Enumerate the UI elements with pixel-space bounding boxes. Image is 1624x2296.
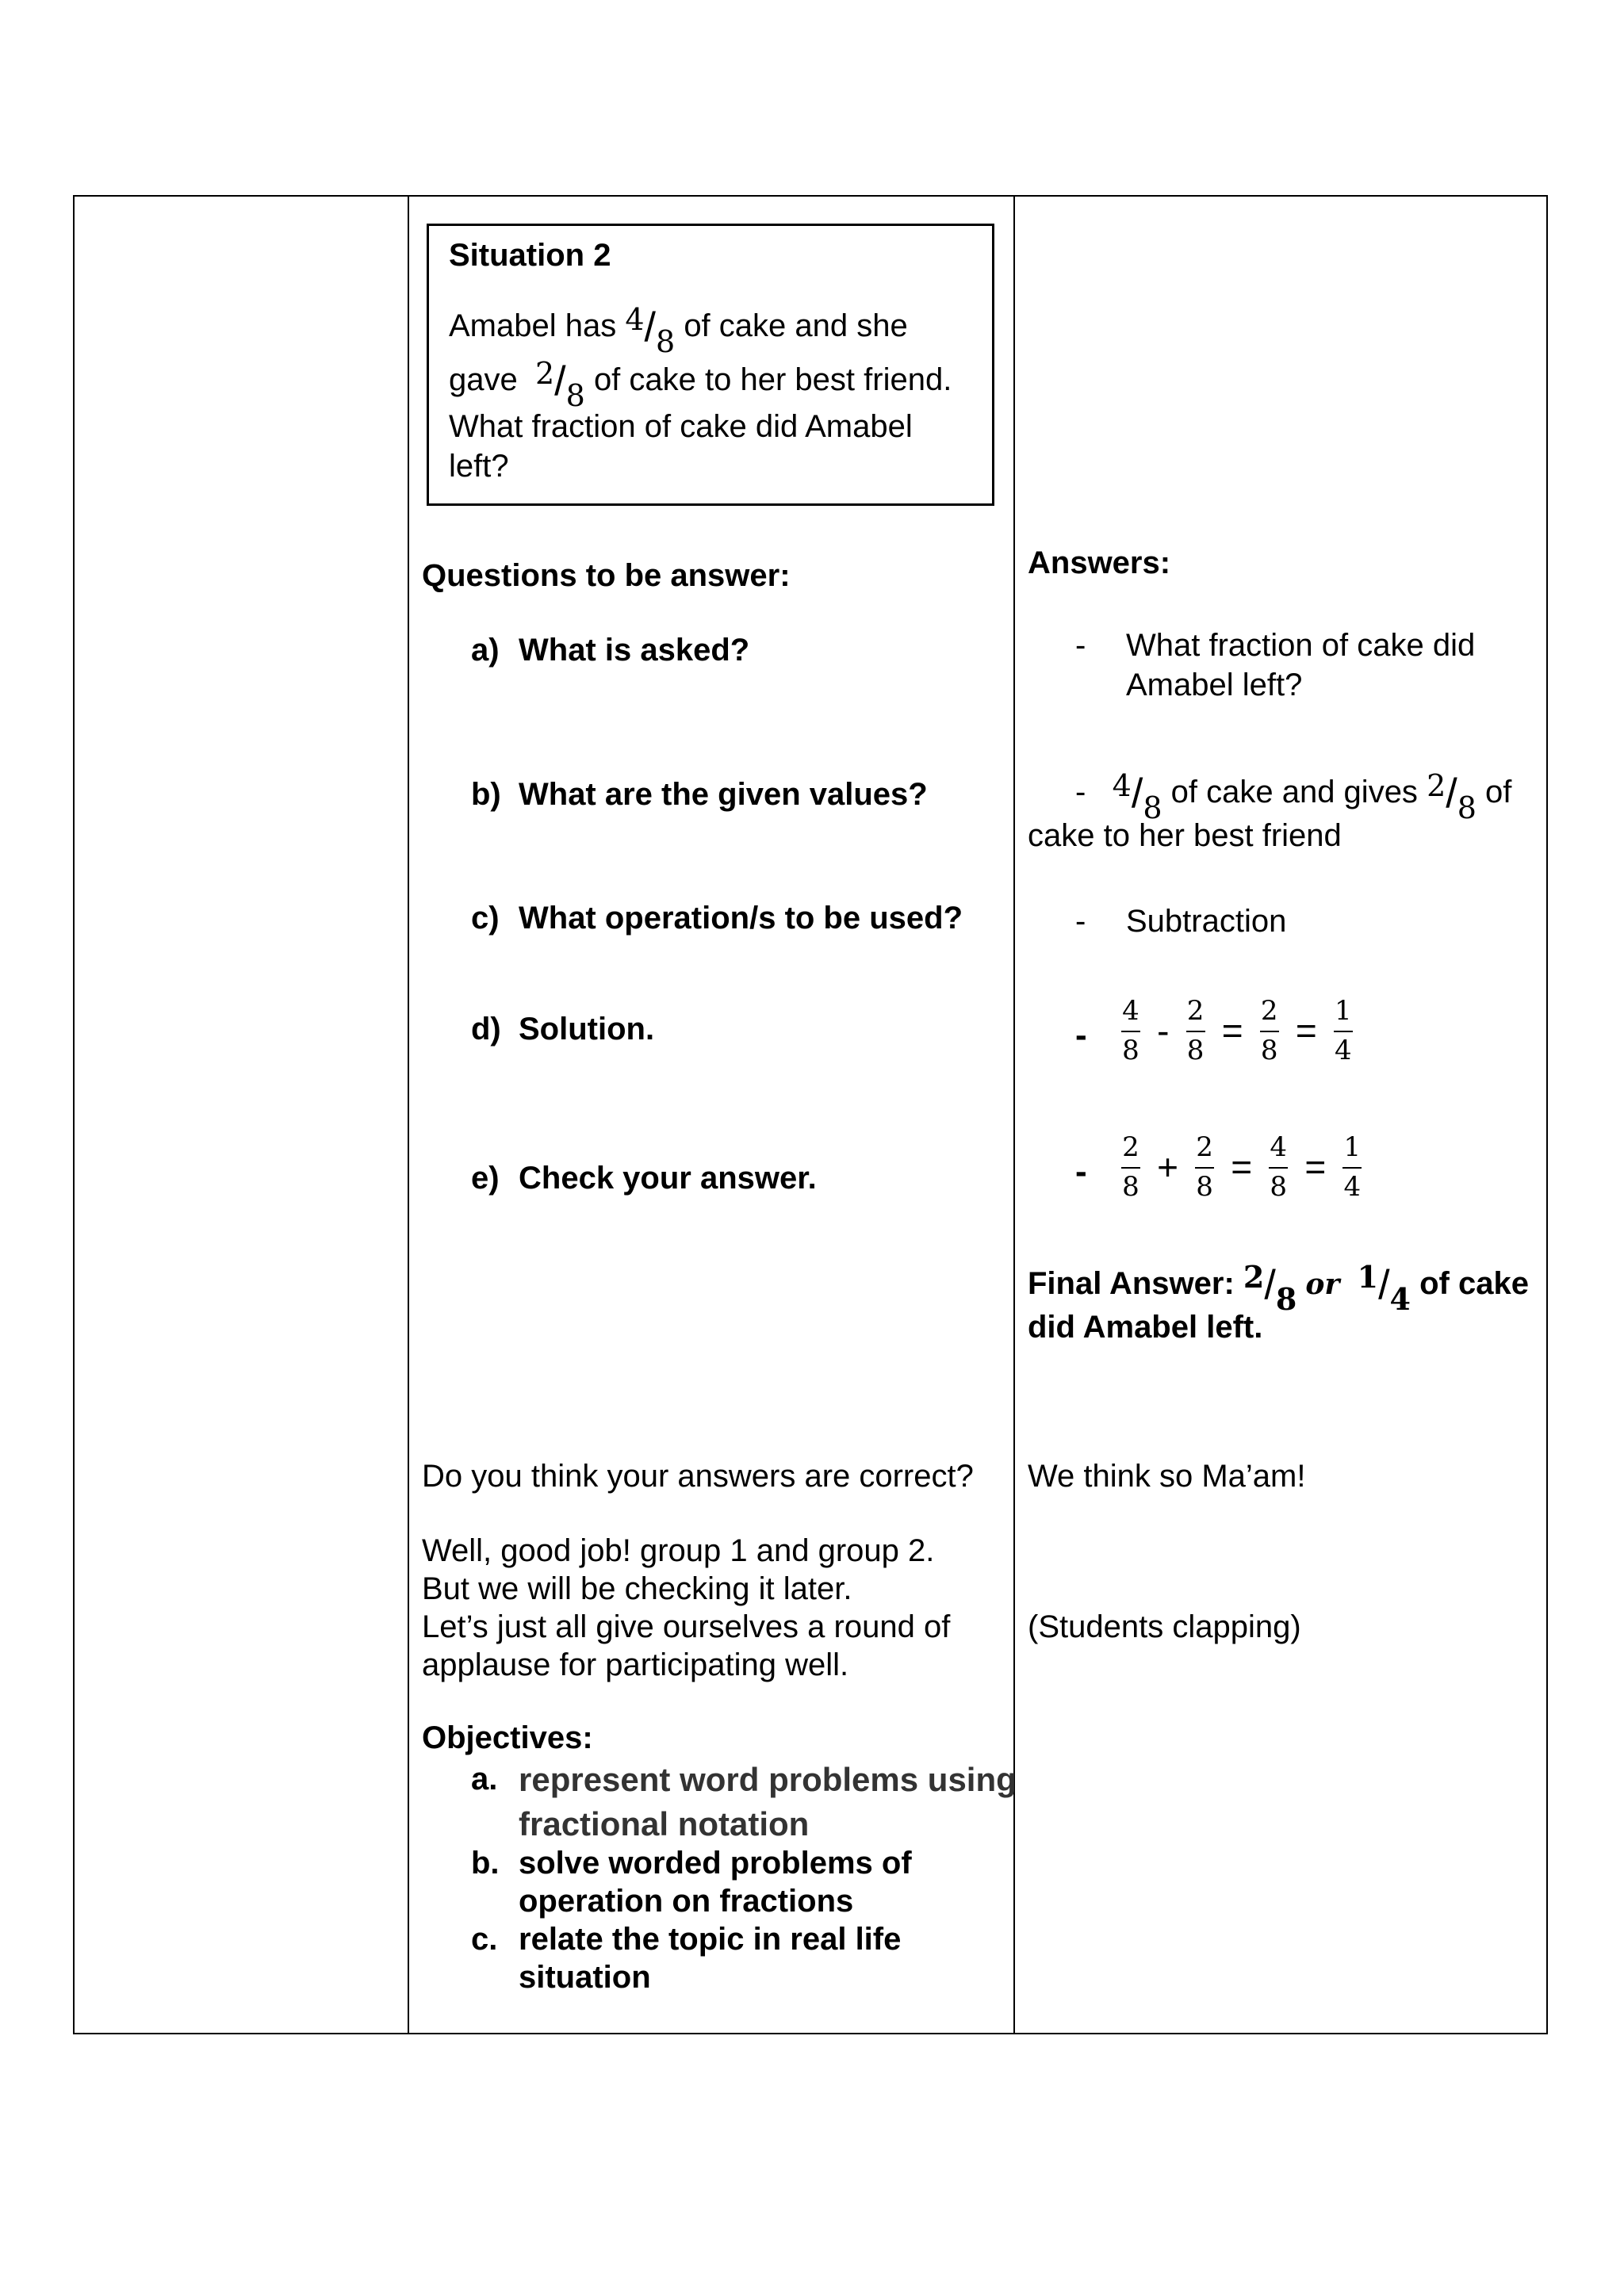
equals-sign: = — [1221, 1010, 1243, 1052]
fraction-2-8: $\frac{2}{8}$ — [1260, 995, 1278, 1066]
objective-a-line-1: represent word problems using — [519, 1761, 1017, 1798]
question-c-marker: c) — [471, 901, 500, 936]
answer-c-dash: - — [1075, 904, 1086, 939]
teacher-praise-line-3: Let’s just all give ourselves a round of — [422, 1609, 951, 1644]
objective-a-marker: a. — [471, 1762, 498, 1797]
questions-heading: Questions to be answer: — [422, 558, 791, 593]
column-divider-2 — [1013, 195, 1015, 2034]
objective-c-line-1: relate the topic in real life — [519, 1922, 902, 1957]
check-equation — [1118, 1131, 1365, 1203]
teacher-praise-line-2: But we will be checking it later. — [422, 1571, 852, 1606]
question-d-marker: d) — [471, 1012, 501, 1047]
answer-b-line-1: - 4/8 of cake and gives 2/8 of — [1075, 768, 1512, 825]
final-answer-line-2: did Amabel left. — [1028, 1310, 1263, 1345]
situation-line-4: left? — [449, 449, 509, 484]
plus-sign: + — [1157, 1146, 1178, 1188]
fraction-1-4: $\frac{1}{4}$ — [1343, 1131, 1362, 1203]
teacher-praise-line-4: applause for participating well. — [422, 1647, 849, 1682]
answer-d-dash: - — [1075, 1016, 1087, 1054]
equals-sign: = — [1295, 1010, 1317, 1052]
objective-c-marker: c. — [471, 1922, 498, 1957]
objective-b-marker: b. — [471, 1846, 500, 1881]
fraction-2-8: 2/8 — [534, 356, 585, 413]
answers-heading: Answers: — [1028, 545, 1171, 580]
students-clapping: (Students clapping) — [1028, 1609, 1301, 1644]
column-divider-1 — [408, 195, 409, 2034]
answer-b-line-2: cake to her best friend — [1028, 818, 1342, 853]
fraction-2-8: $\frac{2}{8}$ — [1186, 995, 1205, 1066]
minus-sign: - — [1157, 1010, 1170, 1052]
question-a-marker: a) — [471, 633, 500, 668]
fraction-1-4: $\frac{1}{4}$ — [1335, 995, 1352, 1066]
question-a: What is asked? — [519, 633, 750, 668]
fraction-2-8: $\frac{2}{8}$ — [1196, 1131, 1213, 1203]
objective-c-line-2: situation — [519, 1960, 651, 1995]
equals-sign: = — [1304, 1146, 1327, 1188]
situation-line-2: gave 2/8 of cake to her best friend. — [449, 356, 952, 413]
student-response: We think so Ma’am! — [1028, 1459, 1306, 1494]
question-e: Check your answer. — [519, 1161, 817, 1196]
objective-a-line-2: fractional notation — [519, 1805, 810, 1843]
question-c: What operation/s to be used? — [519, 901, 963, 936]
equals-sign: = — [1231, 1146, 1253, 1188]
answer-a-line-2: Amabel left? — [1126, 668, 1303, 702]
answer-c: Subtraction — [1126, 904, 1287, 939]
situation-line-3: What fraction of cake did Amabel — [449, 409, 913, 444]
answer-e-dash: - — [1075, 1152, 1087, 1191]
fraction-1-4: 1/4 — [1357, 1259, 1411, 1317]
fraction-4-8: $\frac{4}{8}$ — [1122, 995, 1139, 1066]
situation-title: Situation 2 — [449, 238, 611, 273]
objective-b-line-1: solve worded problems of — [519, 1846, 912, 1881]
question-b-marker: b) — [471, 777, 501, 812]
question-e-marker: e) — [471, 1161, 500, 1196]
question-d: Solution. — [519, 1012, 655, 1047]
question-b: What are the given values? — [519, 777, 928, 812]
teacher-praise-line-1: Well, good job! group 1 and group 2. — [422, 1533, 935, 1568]
objectives-heading: Objectives: — [422, 1720, 593, 1755]
answer-a-line-1: What fraction of cake did — [1126, 628, 1476, 663]
solution-equation — [1118, 997, 1356, 1065]
fraction-2-8: 2/8 — [1427, 768, 1477, 825]
fraction-4-8: 4/8 — [625, 302, 676, 359]
objective-b-line-2: operation on fractions — [519, 1884, 854, 1919]
fraction-2-8: $\frac{2}{8}$ — [1122, 1131, 1139, 1203]
answer-a-dash: - — [1075, 628, 1086, 663]
fraction-2-8: 2/8 — [1243, 1259, 1297, 1317]
fraction-4-8: $\frac{4}{8}$ — [1270, 1131, 1288, 1203]
teacher-question: Do you think your answers are correct? — [422, 1459, 974, 1494]
fraction-4-8: 4/8 — [1112, 768, 1162, 825]
final-answer-line-1: Final Answer: 2/8 or 1/4 of cake — [1028, 1259, 1529, 1317]
situation-line-1: Amabel has 4/8 of cake and she — [449, 302, 908, 359]
